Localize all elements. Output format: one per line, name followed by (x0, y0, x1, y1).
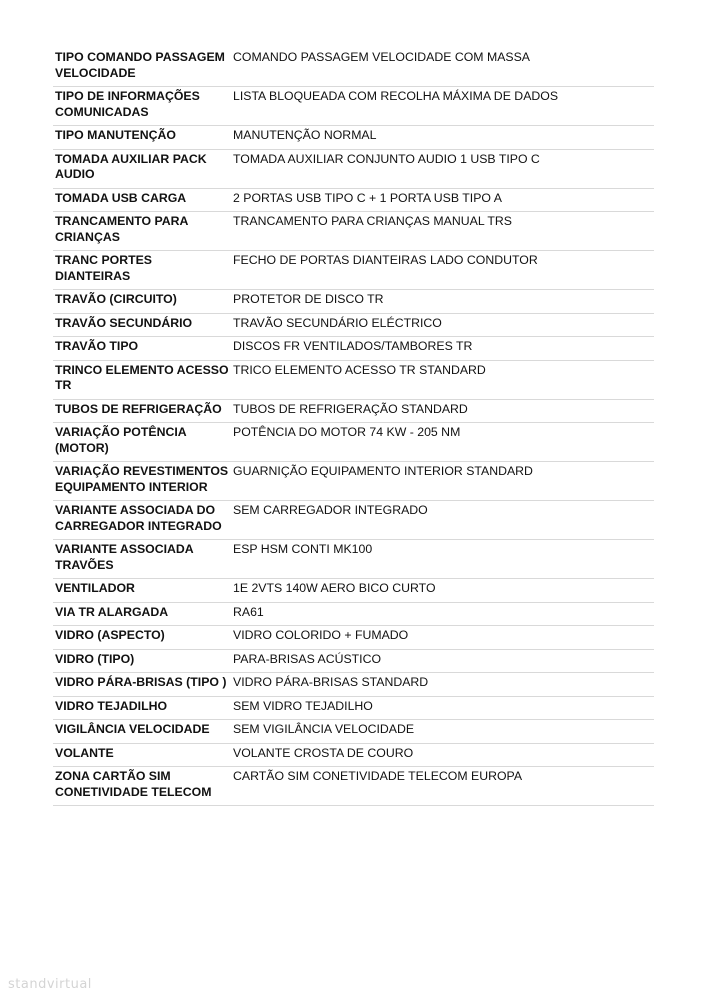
spec-value: PROTETOR DE DISCO TR (233, 290, 654, 314)
spec-row (53, 399, 654, 423)
spec-value: MANUTENÇÃO NORMAL (233, 126, 654, 150)
spec-value: COMANDO PASSAGEM VELOCIDADE COM MASSA (233, 48, 654, 87)
spec-label: TRANCAMENTO PARA CRIANÇAS (53, 212, 233, 251)
spec-label: VIDRO TEJADILHO (53, 696, 233, 720)
spec-row (53, 602, 654, 626)
spec-row (53, 126, 654, 150)
spec-row (53, 673, 654, 697)
spec-label: VOLANTE (53, 743, 233, 767)
spec-sheet (53, 48, 654, 806)
spec-row (53, 337, 654, 361)
spec-value: SEM VIGILÂNCIA VELOCIDADE (233, 720, 654, 744)
spec-label: VENTILADOR (53, 579, 233, 603)
spec-label: TIPO DE INFORMAÇÕES COMUNICADAS (53, 87, 233, 126)
spec-row (53, 767, 654, 806)
spec-value: VIDRO PÁRA-BRISAS STANDARD (233, 673, 654, 697)
spec-row (53, 462, 654, 501)
spec-row (53, 626, 654, 650)
spec-row (53, 579, 654, 603)
spec-label: TRAVÃO SECUNDÁRIO (53, 313, 233, 337)
spec-label: VIDRO (ASPECTO) (53, 626, 233, 650)
spec-row (53, 649, 654, 673)
specs-table-body (53, 48, 654, 806)
specs-table (53, 48, 654, 806)
spec-label: TOMADA AUXILIAR PACK AUDIO (53, 149, 233, 188)
spec-label: TRAVÃO TIPO (53, 337, 233, 361)
spec-row (53, 360, 654, 399)
spec-value: TRAVÃO SECUNDÁRIO ELÉCTRICO (233, 313, 654, 337)
watermark-logo (8, 977, 92, 992)
spec-row (53, 423, 654, 462)
spec-label: VIGILÂNCIA VELOCIDADE (53, 720, 233, 744)
spec-row (53, 212, 654, 251)
spec-label: TIPO COMANDO PASSAGEM VELOCIDADE (53, 48, 233, 87)
spec-row (53, 540, 654, 579)
spec-value: FECHO DE PORTAS DIANTEIRAS LADO CONDUTOR (233, 251, 654, 290)
spec-value: DISCOS FR VENTILADOS/TAMBORES TR (233, 337, 654, 361)
spec-value: TRANCAMENTO PARA CRIANÇAS MANUAL TRS (233, 212, 654, 251)
spec-value: SEM VIDRO TEJADILHO (233, 696, 654, 720)
spec-label: VIDRO (TIPO) (53, 649, 233, 673)
spec-row (53, 48, 654, 87)
spec-label: TRINCO ELEMENTO ACESSO TR (53, 360, 233, 399)
spec-label: VIDRO PÁRA-BRISAS (TIPO ) (53, 673, 233, 697)
spec-row (53, 501, 654, 540)
spec-value: CARTÃO SIM CONETIVIDADE TELECOM EUROPA (233, 767, 654, 806)
spec-row (53, 188, 654, 212)
spec-label: VARIAÇÃO REVESTIMENTOS EQUIPAMENTO INTERIOR (53, 462, 233, 501)
spec-value: VIDRO COLORIDO + FUMADO (233, 626, 654, 650)
spec-value: RA61 (233, 602, 654, 626)
spec-value: PARA-BRISAS ACÚSTICO (233, 649, 654, 673)
spec-label: VIA TR ALARGADA (53, 602, 233, 626)
spec-label: TOMADA USB CARGA (53, 188, 233, 212)
spec-value: POTÊNCIA DO MOTOR 74 KW - 205 NM (233, 423, 654, 462)
spec-row (53, 290, 654, 314)
spec-label: VARIANTE ASSOCIADA DO CARREGADOR INTEGRADO (53, 501, 233, 540)
spec-label: TUBOS DE REFRIGERAÇÃO (53, 399, 233, 423)
spec-row (53, 87, 654, 126)
spec-value: 1E 2VTS 140W AERO BICO CURTO (233, 579, 654, 603)
spec-value: ESP HSM CONTI MK100 (233, 540, 654, 579)
spec-label: ZONA CARTÃO SIM CONETIVIDADE TELECOM (53, 767, 233, 806)
spec-row (53, 149, 654, 188)
spec-value: TRICO ELEMENTO ACESSO TR STANDARD (233, 360, 654, 399)
spec-value: GUARNIÇÃO EQUIPAMENTO INTERIOR STANDARD (233, 462, 654, 501)
spec-row (53, 251, 654, 290)
spec-value: VOLANTE CROSTA DE COURO (233, 743, 654, 767)
spec-row (53, 720, 654, 744)
spec-row (53, 743, 654, 767)
watermark-text: standvirtual (8, 977, 92, 992)
spec-label: VARIANTE ASSOCIADA TRAVÕES (53, 540, 233, 579)
spec-value: LISTA BLOQUEADA COM RECOLHA MÁXIMA DE DADOS (233, 87, 654, 126)
spec-value: TUBOS DE REFRIGERAÇÃO STANDARD (233, 399, 654, 423)
spec-label: TRANC PORTES DIANTEIRAS (53, 251, 233, 290)
spec-label: TRAVÃO (CIRCUITO) (53, 290, 233, 314)
spec-value: TOMADA AUXILIAR CONJUNTO AUDIO 1 USB TIPO C (233, 149, 654, 188)
spec-row (53, 313, 654, 337)
spec-label: VARIAÇÃO POTÊNCIA (MOTOR) (53, 423, 233, 462)
spec-label: TIPO MANUTENÇÃO (53, 126, 233, 150)
spec-value: SEM CARREGADOR INTEGRADO (233, 501, 654, 540)
spec-row (53, 696, 654, 720)
spec-value: 2 PORTAS USB TIPO C + 1 PORTA USB TIPO A (233, 188, 654, 212)
